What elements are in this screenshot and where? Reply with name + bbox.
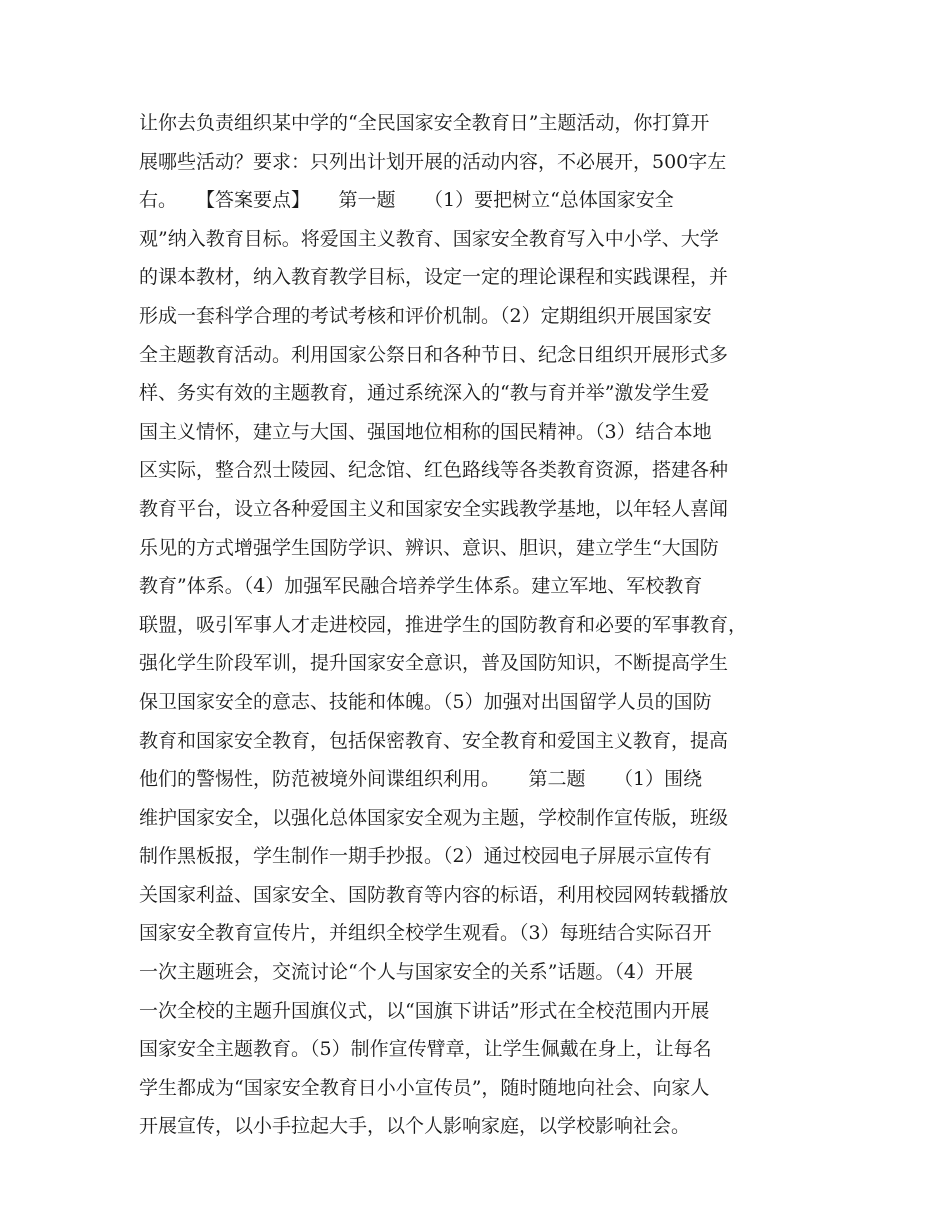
text-line: 国家安全主题教育。（5）制作宣传臂章，让学生佩戴在身上，让每名 <box>139 1038 712 1061</box>
text-line: 让你去负责组织某中学的“全民国家安全教育日”主题活动，你打算开 <box>139 112 710 134</box>
text-line: 开展宣传，以小手拉起大手，以个人影响家庭，以学校影响社会。 <box>139 1115 691 1138</box>
text-line: 强化学生阶段军训，提升国家安全意识，普及国防知识，不断提高学生 <box>139 652 729 675</box>
text-line: 样、务实有效的主题教育，通过系统深入的“教与育并举”激发学生爱 <box>139 382 710 405</box>
text-line: 形成一套科学合理的考试考核和评价机制。（2）定期组织开展国家安 <box>139 304 712 327</box>
text-line: 一次主题班会，交流讨论“个人与国家安全的关系”话题。（4）开展 <box>139 961 694 984</box>
text-line: 教育和国家安全教育，包括保密教育、安全教育和爱国主义教育，提高 <box>139 729 729 752</box>
body-text <box>139 104 819 1146</box>
text-line: 他们的警惕性，防范被境外间谍组织利用。 第二题 （1）围绕 <box>139 768 703 791</box>
text-line: 联盟，吸引军事人才走进校园，推进学生的国防教育和必要的军事教育， <box>139 613 748 636</box>
text-line: 教育”体系。（4）加强军民融合培养学生体系。建立军地、军校教育 <box>139 575 703 598</box>
text-line: 观”纳入教育目标。将爱国主义教育、国家安全教育写入中小学、大学 <box>139 227 719 250</box>
text-line: 全主题教育活动。利用国家公祭日和各种节日、纪念日组织开展形式多 <box>139 343 729 366</box>
text-line: 乐见的方式增强学生国防学识、辨识、意识、胆识，建立学生“大国防 <box>139 536 719 559</box>
text-line: 维护国家安全，以强化总体国家安全观为主题，学校制作宣传版，班级 <box>139 806 729 829</box>
text-line: 右。 【答案要点】 第一题 （1）要把树立“总体国家安全 <box>139 189 674 212</box>
text-line: 一次全校的主题升国旗仪式，以“国旗下讲话”形式在全校范围内开展 <box>139 999 710 1022</box>
text-line: 制作黑板报，学生制作一期手抄报。（2）通过校园电子屏展示宣传有 <box>139 845 712 868</box>
text-line: 国家安全教育宣传片，并组织全校学生观看。（3）每班结合实际召开 <box>139 922 712 945</box>
text-line: 展哪些活动？要求：只列出计划开展的活动内容，不必展开，500字左 <box>139 150 727 173</box>
text-line: 关国家利益、国家安全、国防教育等内容的标语，利用校园网转载播放 <box>139 883 729 906</box>
text-line: 国主义情怀，建立与大国、强国地位相称的国民精神。（3）结合本地 <box>139 420 712 443</box>
text-line: 的课本教材，纳入教育教学目标，设定一定的理论课程和实践课程，并 <box>139 266 729 289</box>
text-line: 区实际，整合烈士陵园、纪念馆、红色路线等各类教育资源，搭建各种 <box>139 459 729 482</box>
text-line: 教育平台，设立各种爱国主义和国家安全实践教学基地，以年轻人喜闻 <box>139 497 729 520</box>
text-line: 保卫国家安全的意志、技能和体魄。（5）加强对出国留学人员的国防 <box>139 690 712 713</box>
text-line: 学生都成为“国家安全教育日小小宣传员”，随时随地向社会、向家人 <box>139 1076 710 1099</box>
